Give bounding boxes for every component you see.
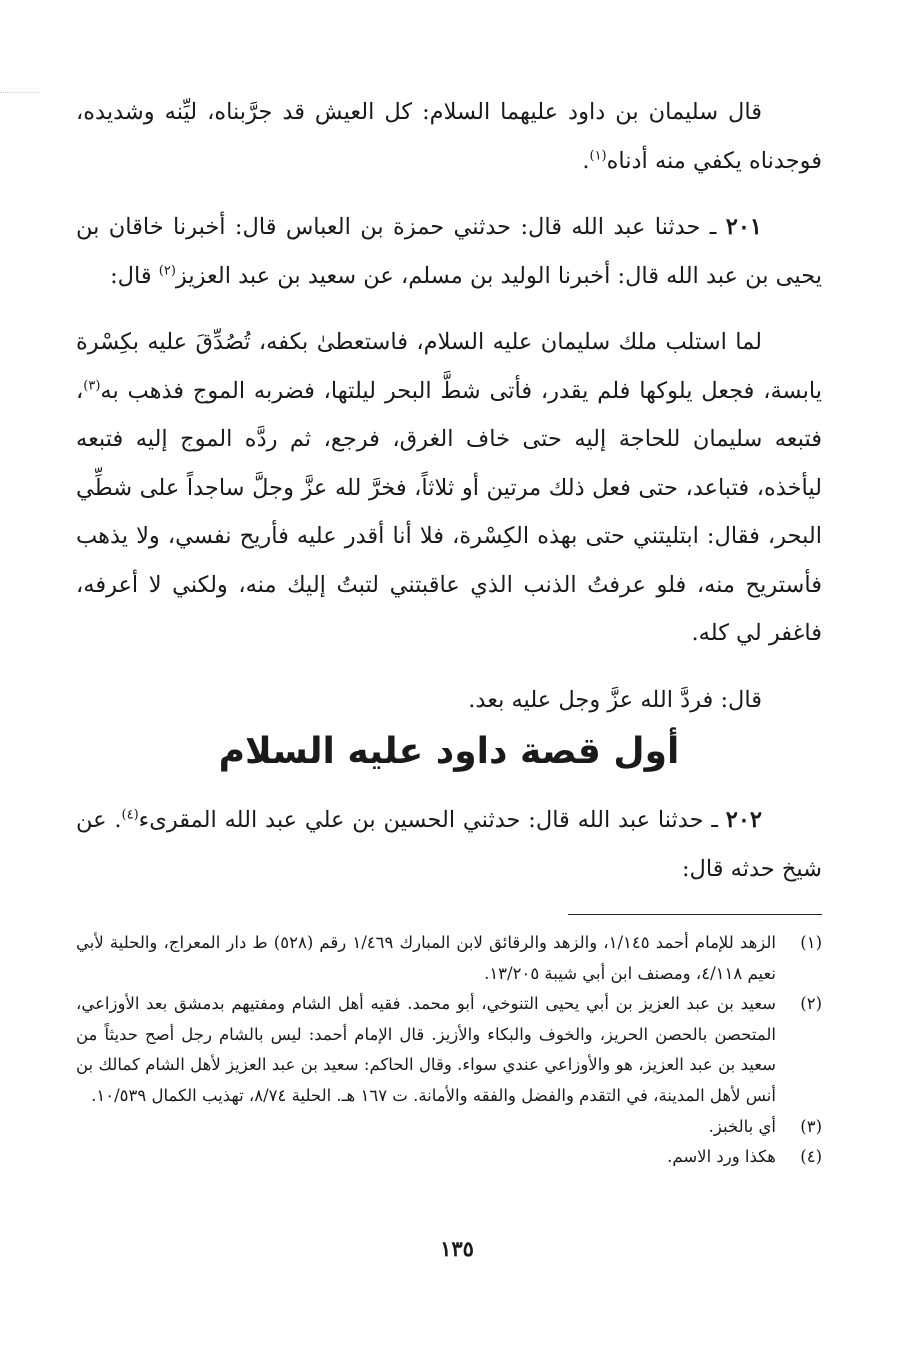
footnote-number: (١): [800, 933, 822, 952]
section-heading: أول قصة داود عليه السلام: [218, 731, 680, 772]
footnote-number: (٤): [800, 1147, 822, 1167]
footnote-ref-2[interactable]: (٢): [158, 263, 176, 278]
footnote-1: [76, 928, 822, 989]
footnote-text: الزهد للإمام أحمد ١/١٤٥، والزهد والرقائق لابن المبارك ١/٤٦٩ رقم (٥٢٨) ط دار المعراج، والحلية لأبي نعيم ٤/١١٨، ومصنف ابن أبي شيبة ١٣/٢٠٥.: [76, 933, 777, 983]
footnote-2: [76, 989, 822, 1111]
main-text-2: [76, 796, 822, 893]
footnote-ref-4[interactable]: (٤): [121, 807, 139, 823]
paragraph-hadith-202: ٢٠٢ ـ حدثنا عبد الله قال: حدثني الحسين بن علي عبد الله المقرىء$^{(٤)}$. عن شيخ حدثه قال:: [76, 807, 822, 882]
footnote-separator: [568, 914, 822, 915]
footnote-ref-1[interactable]: (١): [589, 148, 607, 163]
main-text: [76, 88, 822, 724]
hadith-number-202: ٢٠٢: [725, 807, 763, 833]
paragraph-conclusion: قال: فردَّ الله عزَّ وجل عليه بعد.: [468, 686, 762, 713]
footnote-number: (٢): [800, 994, 822, 1014]
footnote-3: [76, 1112, 822, 1143]
footnote-text: سعيد بن عبد العزيز بن أبي يحيى التنوخي، أبو محمد. فقيه أهل الشام ومفتيهم بدمشق بعد الأوزاعي، المتحصن بالحصن الحريز، والخوف والبكاء والأزيز. قال الإمام أحمد: ليس بالشام رجل أصح حديثاً من سعيد بن عبد العزيز، هو والأوزاعي عندي سواء. وقال الحاكم: سعيد بن عبد العزيز لأهل الشام كمالك بن أنس لأهل المدينة، في التقدم والفضل والفقه والأمانة. ت ١٦٧ هـ. الحلية ٨/٧٤، تهذيب الكمال ١٠/٥٣٩.: [76, 994, 776, 1105]
paragraph-hadith-201: ٢٠١ ـ حدثنا عبد الله قال: حدثني حمزة بن العباس قال: أخبرنا خاقان بن يحيى بن عبد الله قال: أخبرنا الوليد بن مسلم، عن سعيد بن عبد العزيز$^{(٢)}$ قال:: [76, 214, 822, 289]
paragraph-story: لما استلب ملك سليمان عليه السلام، فاستعطىٰ بكفه، تُصُدِّقَ عليه بكِسْرة يابسة، فجعل يلوكها فلم يقدر، فأتى شطَّ البحر ليلتها، فضربه الموج فذهب به$^{(٣)}$، فتبعه سليمان للحاجة إليه حتى خاف الغرق، فرجع، ثم ردَّه الموج إليه فتبعه ليأخذه، فتباعد، حتى فعل ذلك مرتين أو ثلاثاً، فخرَّ لله عزَّ وجلَّ ساجداً على شطِّي البحر، فقال: ابتليتني حتى بهذه الكِسْرة، فلا أنا أقدر عليه فأريح نفسي، ولا يذهب فأستريح منه، فلو عرفتُ الذنب الذي عاقبتني لتبتُ إليك منه، ولكني لا أعرفه، فاغفر لي كله.: [76, 329, 822, 646]
paragraph-sulayman-saying: قال سليمان بن داود عليهما السلام: كل العيش قد جرَّبناه، ليِّنه وشديده، فوجدناه يكفي منه أدناه$^{(١)}$.: [76, 99, 822, 174]
footnote-text: أي بالخبز.: [708, 1116, 776, 1136]
scan-artifact-line: [0, 92, 40, 93]
page-number: ١٣٥: [440, 1236, 474, 1261]
hadith-number-201: ٢٠١: [725, 214, 762, 240]
footnote-4: [76, 1142, 822, 1173]
footnote-text: هكذا ورد الاسم.: [667, 1147, 776, 1167]
footnote-ref-3[interactable]: (٣): [83, 378, 101, 393]
footnote-number: (٣): [800, 1116, 822, 1136]
footnotes: [76, 928, 822, 1173]
